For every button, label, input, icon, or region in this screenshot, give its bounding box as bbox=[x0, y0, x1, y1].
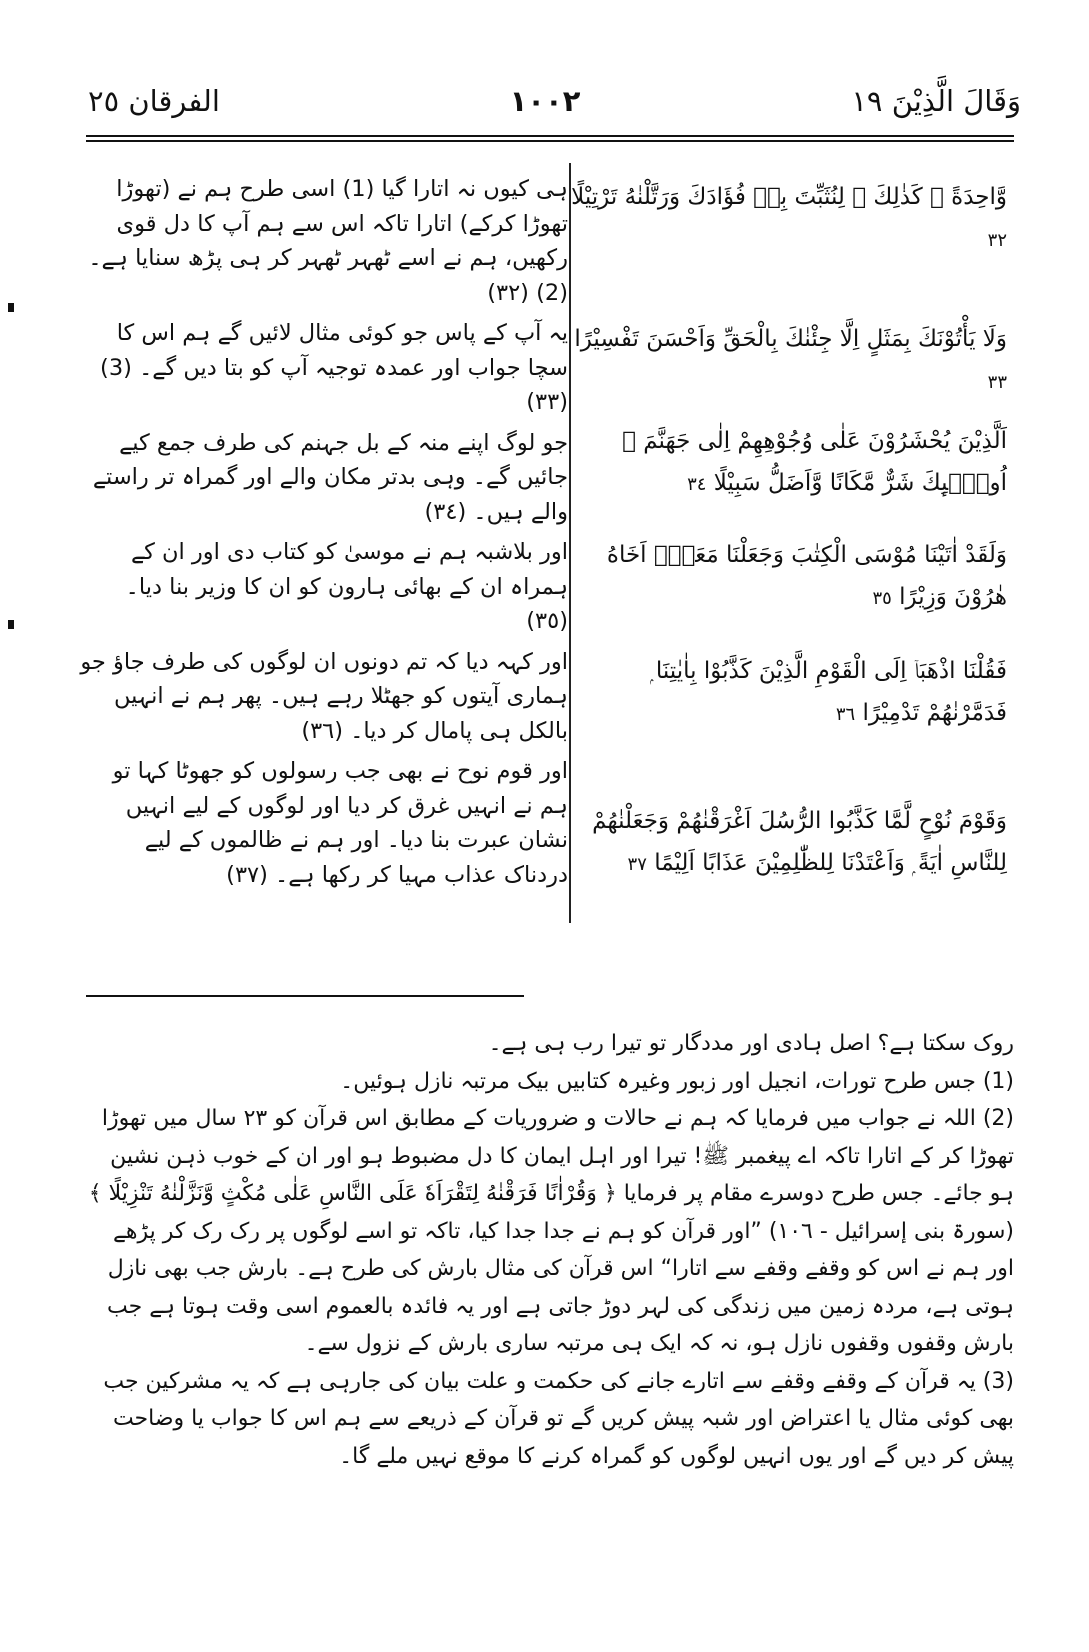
arabic-verse: وَلَا يَأْتُوْنَكَ بِمَثَلٍ اِلَّا جِئْنٰكَ بِالْحَقِّ وَاَحْسَنَ تَفْسِيْرًا ٣٣ bbox=[574, 326, 1007, 393]
verse-number: ٣٧ bbox=[627, 854, 647, 875]
translation-column bbox=[78, 172, 568, 898]
translation-paragraph: اور قوم نوح نے بھی جب رسولوں کو جھوٹا کہا تو ہم نے انہیں غرق کر دیا اور لوگوں کے لیے انہیں نشان عبرت بنا دیا۔ اور ہم نے ظالموں کے لیے دردناک عذاب مہیا کر رکھا ہے۔ (٣٧) bbox=[112, 758, 568, 888]
translation-paragraph: جو لوگ اپنے منہ کے بل جہنم کی طرف جمع کیے جائیں گے۔ وہی بدتر مکان والے اور گمراہ تر راستے والے ہیں۔ (٣٤) bbox=[92, 429, 568, 525]
juz-title: وَقَالَ الَّذِيْنَ ١٩ bbox=[851, 84, 1021, 118]
column-divider bbox=[569, 163, 571, 923]
margin-mark bbox=[8, 303, 14, 312]
translation-paragraph: اور بلاشبہ ہم نے موسیٰ کو کتاب دی اور ان کے ہمراہ ان کے بھائی ہارون کو ان کا وزیر بنا دیا۔ (٣٥) bbox=[125, 539, 568, 634]
header-rule-top bbox=[86, 135, 1014, 137]
translation-paragraph: اور کہہ دیا کہ تم دونوں ان لوگوں کی طرف جاؤ جو ہماری آیتوں کو جھٹلا رہے ہیں۔ پھر ہم نے انہیں بالکل ہی پامال کر دیا۔ (٣٦) bbox=[80, 648, 568, 744]
footnote-1: (1) جس طرح تورات، انجیل اور زبور وغیرہ کتابیں بیک مرتبہ نازل ہوئیں۔ bbox=[340, 1068, 1014, 1094]
footnote-continuation: روک سکتا ہے؟ اصل ہادی اور مددگار تو تیرا رب ہی ہے۔ bbox=[488, 1031, 1014, 1056]
verse-number: ٣٥ bbox=[872, 588, 892, 609]
page-number: ١٠٠٢ bbox=[509, 84, 581, 118]
footnote-2: (2) اللہ نے جواب میں فرمایا کہ ہم نے حالات و ضروریات کے مطابق اس قرآن کو ٢٣ سال میں تھوڑا تھوڑا کر کے اتارا تاکہ اے پیغمبر ﷺ! تیرا اور اہل ایمان کا دل مضبوط ہو اور ان کے خوب ذہن نشین ہو جائے۔ جس طرح دوسرے مقام پر فرمایا ﴿ وَقُرْاٰنًا فَرَقْنٰهُ لِتَقْرَاَهٗ عَلَى النَّاسِ عَلٰى مُكْثٍ وَّنَزَّلْنٰهُ تَنْزِيْلًا ﴾ (سورۃ بنی إسرائیل - ١٠٦) ”اور قرآن کو ہم نے جدا جدا کیا، تاکہ تو اسے لوگوں پر رک رک کر پڑھے اور ہم نے اس کو وقفے وقفے سے اتارا“ اس قرآن کی مثال بارش کی طرح ہے۔ بارش جب بھی نازل ہوتی ہے، مردہ زمین میں زندگی کی لہر دوڑ جاتی ہے اور یہ فائدہ بالعموم اسی وقت ہوتا ہے جب بارش وقفوں وقفوں نازل ہو، نہ کہ ایک ہی مرتبہ ساری بارش کے نزول سے۔ bbox=[88, 1106, 1014, 1356]
verse-number: ٣٦ bbox=[835, 704, 856, 725]
arabic-verse: اَلَّذِيْنَ يُحْشَرُوْنَ عَلٰى وُجُوْهِهِمْ اِلٰى جَهَنَّمَ ۙ اُولٰۤىِٕكَ شَرٌّ مَّكَانًا وَّاَضَلُّ سَبِيْلًا ٣٤ bbox=[622, 428, 1007, 496]
surah-title: الفرقان ٢٥ bbox=[88, 84, 220, 118]
translation-paragraph: یہ آپ کے پاس جو کوئی مثال لائیں گے ہم اس کا سچا جواب اور عمدہ توجیہ آپ کو بتا دیں گے۔ (3) (٣٣) bbox=[100, 320, 568, 415]
footnotes bbox=[88, 1025, 1014, 1475]
arabic-verse: وَلَقَدْ اٰتَيْنَا مُوْسَى الْكِتٰبَ وَجَعَلْنَا مَعَهٗۤ اَخَاهُ هٰرُوْنَ وَزِيْرًا ٣٥ bbox=[606, 542, 1007, 610]
header-rule-bottom bbox=[86, 140, 1014, 142]
arabic-verse: وَّاحِدَةً ۛ كَذٰلِكَ ۛ لِنُثَبِّتَ بِهٖ فُؤَادَكَ وَرَتَّلْنٰهُ تَرْتِيْلًا ٣٢ bbox=[571, 184, 1007, 251]
footnote-separator bbox=[86, 995, 524, 997]
verse-number: ٣٣ bbox=[987, 372, 1007, 393]
arabic-verse: وَقَوْمَ نُوْحٍ لَّمَّا كَذَّبُوا الرُّسُلَ اَغْرَقْنٰهُمْ وَجَعَلْنٰهُمْ لِلنَّاسِ اٰيَةً ۭ وَاَعْتَدْنَا لِلظّٰلِمِيْنَ عَذَابًا اَلِيْمًا ٣٧ bbox=[592, 808, 1007, 876]
verse-number: ٣٢ bbox=[987, 230, 1007, 251]
verse-number: ٣٤ bbox=[687, 474, 707, 495]
translation-paragraph: ہی کیوں نہ اتارا گیا (1) اسی طرح ہم نے (تھوڑا تھوڑا کرکے) اتارا تاکہ اس سے ہم آپ کا دل قوی رکھیں، ہم نے اسے ٹھہر ٹھہر کر ہی پڑھ سنایا ہے۔ (2) (٣٢) bbox=[88, 176, 568, 306]
margin-mark bbox=[8, 620, 14, 629]
arabic-verse: فَقُلْنَا اذْهَبَاۤ اِلَى الْقَوْمِ الَّذِيْنَ كَذَّبُوْا بِاٰيٰتِنَا ۭ فَدَمَّرْنٰهُمْ تَدْمِيْرًا ٣٦ bbox=[650, 658, 1007, 726]
footnote-3: (3) یہ قرآن کے وقفے وقفے سے اتارے جانے کی حکمت و علت بیان کی جارہی ہے کہ یہ مشرکین جب بھی کوئی مثال یا اعتراض اور شبہ پیش کریں گے تو قرآن کے ذریعے سے ہم اس کا جواب یا وضاحت پیش کر دیں گے اور یوں انہیں لوگوں کو گمراہ کرنے کا موقع نہیں ملے گا۔ bbox=[103, 1368, 1014, 1469]
